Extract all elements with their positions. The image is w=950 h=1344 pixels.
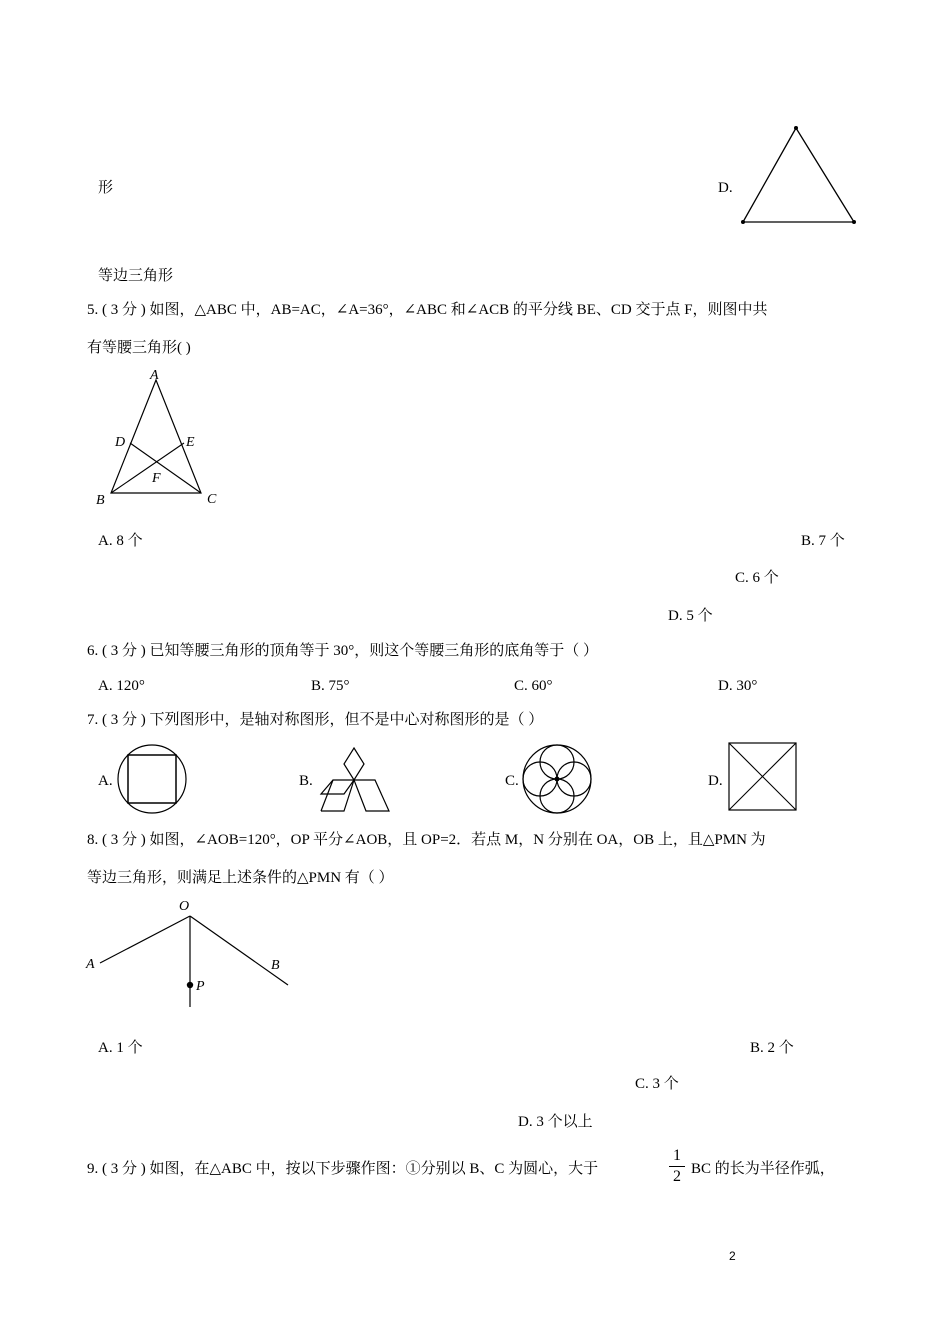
label-b: B — [271, 958, 280, 973]
q7-figure-c-circle-petals — [522, 744, 594, 816]
label-o: O — [179, 899, 190, 914]
q8-option-b: B. 2 个 — [750, 1040, 794, 1056]
q8-text-line2: 等边三角形，则满足上述条件的△PMN 有（ ） — [87, 870, 394, 886]
q8-option-c: C. 3 个 — [635, 1076, 679, 1092]
page-number: 2 — [729, 1249, 736, 1263]
q7-option-a: A. — [98, 773, 113, 789]
option-d-label: D. — [718, 180, 733, 196]
label-a: A — [86, 957, 95, 972]
q7-option-c: C. — [505, 773, 519, 789]
q9-fraction-denominator: 2 — [673, 1168, 681, 1185]
q6-option-c: C. 60° — [514, 678, 553, 694]
label-b: B — [96, 493, 105, 508]
q5-option-a: A. 8 个 — [98, 533, 143, 549]
q9-text-before: 9. ( 3 分 ) 如图，在△ABC 中，按以下步骤作图：①分别以 B、C 为圆心，大于 — [87, 1161, 599, 1177]
label-f: F — [152, 471, 161, 486]
q5-triangle-figure — [90, 364, 230, 514]
fraction-bar — [669, 1166, 685, 1167]
q7-option-d: D. — [708, 773, 723, 789]
q5-text-line1: 5. ( 3 分 ) 如图，△ABC 中，AB=AC，∠A=36°，∠ABC 和∠ACB 的平分线 BE、CD 交于点 F，则图中共 — [87, 302, 768, 318]
q6-text: 6. ( 3 分 ) 已知等腰三角形的顶角等于 30°，则这个等腰三角形的底角等于（ ） — [87, 643, 598, 659]
q8-text-line1: 8. ( 3 分 ) 如图，∠AOB=120°，OP 平分∠AOB，且 OP=2．若点 M，N 分别在 OA，OB 上，且△PMN 为 — [87, 832, 766, 848]
label-e: E — [186, 435, 195, 450]
q5-text-line2: 有等腰三角形( ) — [87, 340, 191, 356]
q8-angle-figure — [80, 892, 300, 1012]
q7-figure-b-three-rhombi — [317, 744, 393, 816]
option-c-caption-fragment: 形 — [98, 180, 114, 196]
label-d: D — [115, 435, 126, 450]
q8-option-a: A. 1 个 — [98, 1040, 143, 1056]
label-c: C — [207, 492, 217, 507]
label-p: P — [196, 979, 205, 994]
option-d-caption: 等边三角形 — [98, 268, 174, 284]
q9-fraction-numerator: 1 — [673, 1147, 681, 1164]
q7-figure-a-circle-square — [117, 744, 189, 816]
q5-option-b: B. 7 个 — [801, 533, 845, 549]
q6-option-a: A. 120° — [98, 678, 145, 694]
q6-option-d: D. 30° — [718, 678, 758, 694]
q9-text-after: BC 的长为半径作弧， — [691, 1161, 835, 1177]
q5-option-c: C. 6 个 — [735, 570, 779, 586]
q9-fraction — [669, 1147, 685, 1186]
q8-option-d: D. 3 个以上 — [518, 1114, 593, 1130]
equilateral-triangle-figure — [735, 120, 865, 230]
q7-figure-d-square-diagonals — [728, 742, 798, 812]
label-a: A — [150, 368, 159, 383]
q7-text: 7. ( 3 分 ) 下列图形中，是轴对称图形，但不是中心对称图形的是（ ） — [87, 712, 544, 728]
q5-option-d: D. 5 个 — [668, 608, 713, 624]
q7-option-b: B. — [299, 773, 313, 789]
q6-option-b: B. 75° — [311, 678, 350, 694]
